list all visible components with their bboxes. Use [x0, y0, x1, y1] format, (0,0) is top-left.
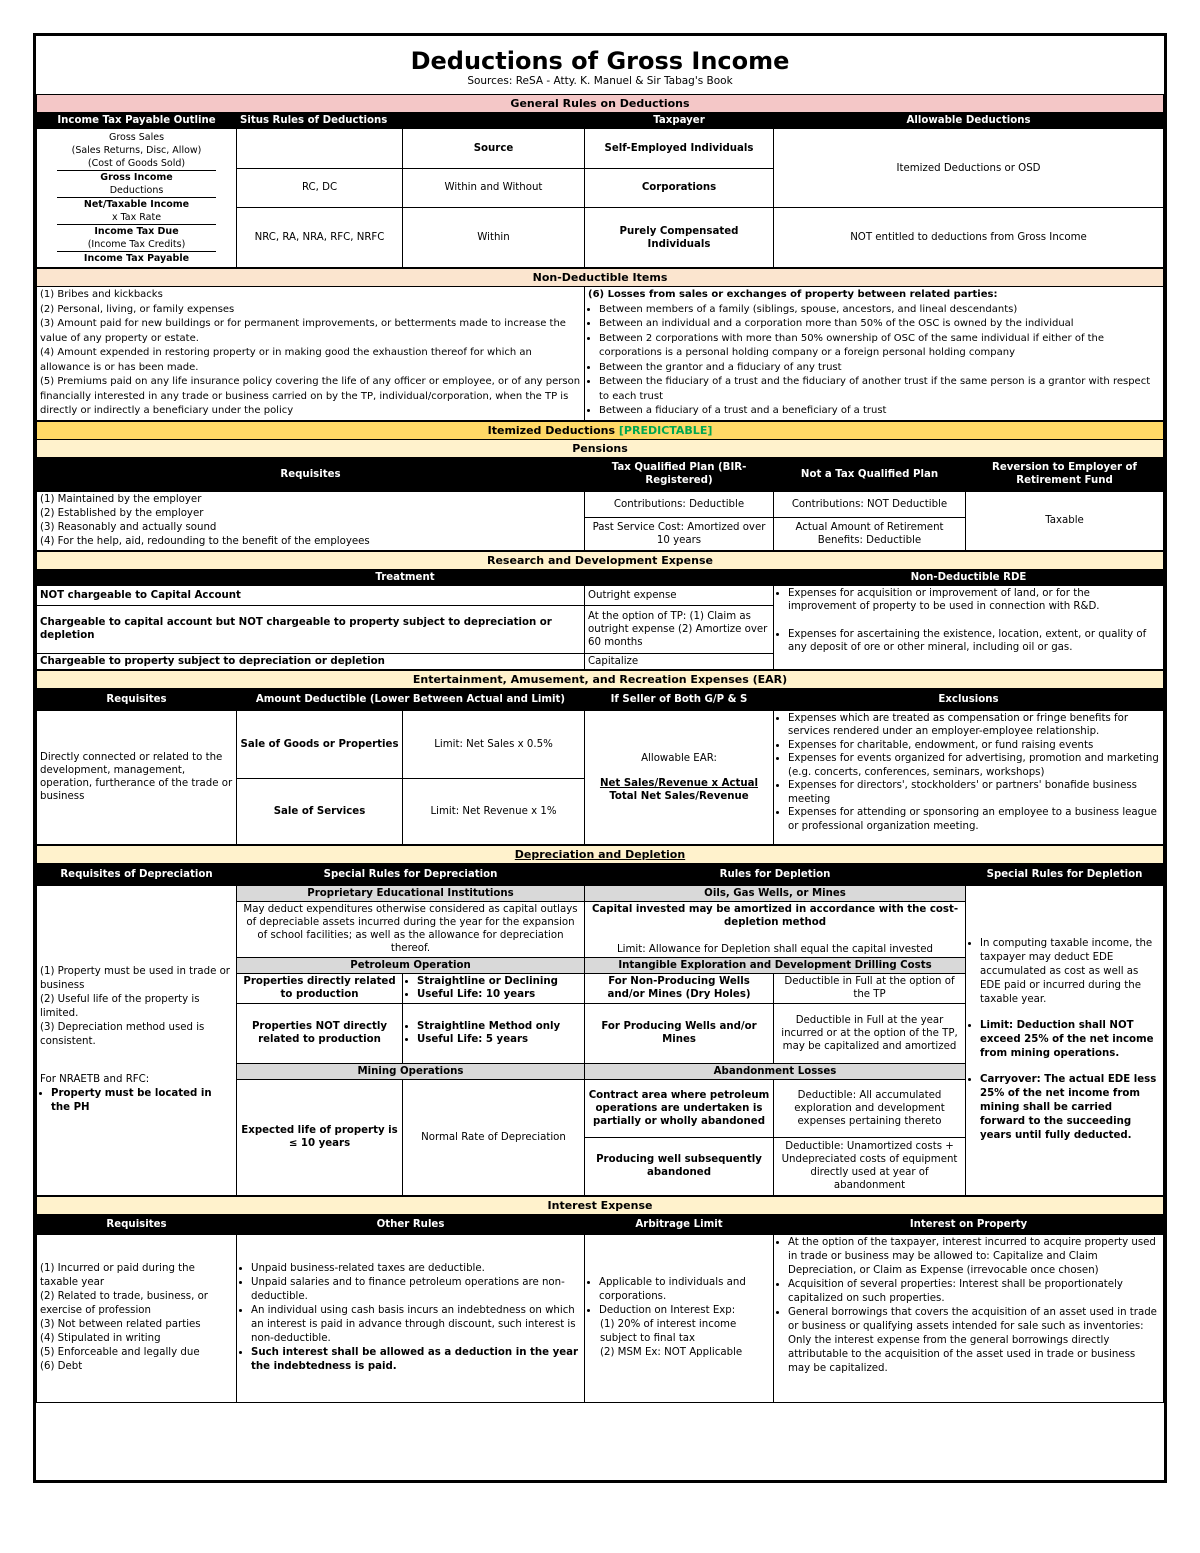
- special-depletion-item: • In computing taxable income, the taxpayer may deduct EDE accumulated as cost as well as EDE paid or incurred during the taxable year.: [980, 937, 1160, 1007]
- ear-exclusion: • Expenses for events organized for advertising, promotion and marketing (e.g. concerts, conferences, seminars, workshops): [788, 752, 1160, 779]
- ear-exclusion: • Expenses for charitable, endowment, or fund raising events: [788, 739, 1160, 753]
- non-deductible-left: [37, 287, 585, 421]
- qualified-contributions: Contributions: Deductible: [585, 491, 774, 517]
- nd-related-party: • Between members of a family (siblings, spouse, ancestors, and lineal descendants): [599, 303, 1160, 318]
- dep-requisites: [37, 885, 237, 1195]
- ear-requisite: Directly connected or related to the development, management, operation, furtherance of the trade or business: [37, 710, 237, 844]
- interest-other: • An individual using cash basis incurs an indebtedness on which an interest is paid in advance through discount, such interest is non-deductible.: [251, 1304, 581, 1346]
- rd-heading: Research and Development Expense: [37, 551, 1164, 569]
- rd-row-a: Chargeable to property subject to depreciation or depletion: [37, 653, 585, 669]
- pension-requisites: [37, 491, 585, 550]
- not-qualified-contributions: Contributions: NOT Deductible: [774, 491, 966, 517]
- interest-other-rules: [237, 1234, 585, 1402]
- ear-exclusion: • Expenses for directors', stockholders' or partners' bonafide business meeting: [788, 779, 1160, 806]
- ear-services: Sale of Services: [237, 778, 403, 844]
- dep-req: (1) Property must be used in trade or business: [40, 966, 230, 991]
- ear-both-denominator: Total Net Sales/Revenue: [609, 790, 749, 802]
- pension-col-requisites: Requisites: [37, 457, 585, 491]
- pensions-table: [36, 421, 1164, 551]
- mining-heading: Mining Operations: [237, 1063, 585, 1079]
- abandonment-heading: Abandonment Losses: [585, 1063, 966, 1079]
- interest-req: (3) Not between related parties: [40, 1319, 201, 1330]
- non-deductible-table: [36, 268, 1164, 421]
- interest-col-other: Other Rules: [237, 1214, 585, 1234]
- petro-heading: Petroleum Operation: [237, 957, 585, 973]
- situs-blank: [237, 129, 403, 169]
- ear-exclusion: • Expenses for attending or sponsoring an employee to a business league or professional organization meeting.: [788, 806, 1160, 833]
- allowable-not-entitled: NOT entitled to deductions from Gross Income: [774, 208, 1164, 268]
- pension-col-not-qualified: Not a Tax Qualified Plan: [774, 457, 966, 491]
- taxpayer-corporations: Corporations: [585, 168, 774, 208]
- idc-nonproducing: For Non-Producing Wells and/or Mines (Dry Holes): [585, 973, 774, 1003]
- document-sheet: [33, 33, 1167, 1483]
- rd-col-nondeductible: Non-Deductible RDE: [774, 569, 1164, 585]
- arbitrage-sub: (2) MSM Ex: NOT Applicable: [600, 1347, 743, 1358]
- col-outline: Income Tax Payable Outline: [37, 113, 237, 129]
- col-allowable: Allowable Deductions: [774, 113, 1164, 129]
- page-subtitle: Sources: ReSA - Atty. K. Manuel & Sir Tabag's Book: [467, 75, 733, 87]
- ear-table: [36, 670, 1164, 845]
- idc-nonproducing-rule: Deductible in Full at the option of the TP: [774, 973, 966, 1003]
- property-item: • General borrowings that covers the acquisition of an asset used in trade or business or qualifying assets intended for sale such as inventories: Only the interest expense from the general borrowings directly attributable to the acquisition of the asset used in trade or business may be capitalized.: [788, 1306, 1160, 1376]
- title-block: [36, 36, 1164, 94]
- special-depletion-item: • Limit: Deduction shall NOT exceed 25% of the net income from mining operations.: [980, 1019, 1160, 1061]
- arbitrage-sub: (1) 20% of interest income subject to final tax: [600, 1319, 737, 1344]
- ear-heading: Entertainment, Amusement, and Recreation Expenses (EAR): [37, 670, 1164, 688]
- dep-col-depletion: Rules for Depletion: [585, 863, 966, 885]
- interest-req: (1) Incurred or paid during the taxable year: [40, 1263, 195, 1288]
- rd-row-b: Capitalize: [585, 653, 774, 669]
- petro-direct: Properties directly related to production: [237, 973, 403, 1003]
- rd-col-treatment: Treatment: [37, 569, 774, 585]
- outline-line: Deductions: [109, 185, 164, 196]
- ear-col-amount: Amount Deductible (Lower Between Actual and Limit): [237, 688, 585, 710]
- outline-line: Income Tax Due: [57, 224, 216, 238]
- interest-col-arbitrage: Arbitrage Limit: [585, 1214, 774, 1234]
- petro-not-direct-rule: [403, 1003, 585, 1063]
- page-title: Deductions of Gross Income: [410, 47, 790, 75]
- nd-item: (3) Amount paid for new buildings or for permanent improvements, or betterments made to increase the value of any property or estate.: [40, 318, 566, 344]
- nd-item: (2) Personal, living, or family expenses: [40, 303, 235, 315]
- aband-contract-rule: Deductible: All accumulated exploration and development expenses pertaining thereto: [774, 1079, 966, 1137]
- outline-line: Net/Taxable Income: [57, 197, 216, 211]
- rd-nondeductible-list: [774, 585, 1164, 669]
- rd-table: [36, 551, 1164, 670]
- outline-line: (Income Tax Credits): [87, 239, 186, 250]
- rd-nd-item: • Expenses for ascertaining the existence, location, extent, or quality of any deposit of ore or other mineral, including oil or gas.: [788, 628, 1160, 655]
- general-rules-heading: General Rules on Deductions: [37, 95, 1164, 113]
- itemized-title: Itemized Deductions: [487, 423, 616, 437]
- pension-req: (3) Reasonably and actually sound: [40, 521, 217, 533]
- ear-exclusion: • Expenses which are treated as compensation or fringe benefits for services rendered under an employer-employee relationship.: [788, 712, 1160, 739]
- oils-method: Capital invested may be amortized in accordance with the cost-depletion method: [591, 903, 959, 928]
- ear-both: [585, 710, 774, 844]
- dep-col-special-depletion: Special Rules for Depletion: [966, 863, 1164, 885]
- depreciation-table: [36, 845, 1164, 1196]
- dep-col-requisites: Requisites of Depreciation: [37, 863, 237, 885]
- interest-other: • Such interest shall be allowed as a deduction in the year the indebtedness is paid.: [251, 1346, 581, 1374]
- idc-producing-rule: Deductible in Full at the year incurred or at the option of the TP, may be capitalized and amortized: [774, 1003, 966, 1063]
- nd-related-party: • Between an individual and a corporation more than 50% of the OSC is owned by the individual: [599, 317, 1160, 332]
- mining-normal-rate: Normal Rate of Depreciation: [403, 1079, 585, 1195]
- pensions-heading: Pensions: [37, 439, 1164, 457]
- pension-req: (4) For the help, aid, redounding to the benefit of the employees: [40, 535, 370, 547]
- special-depletion-item: • Carryover: The actual EDE less 25% of the net income from mining shall be carried forward to the succeeding years until fully deducted.: [980, 1073, 1160, 1143]
- situs-within-without: Within and Without: [403, 168, 585, 208]
- outline-line: x Tax Rate: [111, 212, 162, 223]
- dep-nra-rule: • Property must be located in the PH: [51, 1087, 233, 1115]
- taxpayer-compensated: Purely Compensated Individuals: [585, 208, 774, 268]
- situs-rc-dc: RC, DC: [237, 168, 403, 208]
- arbitrage-item: • Applicable to individuals and corporations.: [599, 1276, 770, 1304]
- special-depletion: [966, 885, 1164, 1195]
- dep-col-special: Special Rules for Depreciation: [237, 863, 585, 885]
- property-item: • At the option of the taxpayer, interest incurred to acquire property used in trade or business may be allowed to: Capitalize and Claim Depreciation, or Claim as Expense (irrevocable once chosen): [788, 1236, 1160, 1278]
- allowable-itemized-osd: Itemized Deductions or OSD: [774, 129, 1164, 208]
- situs-source-label: Source: [403, 129, 585, 169]
- ear-exclusions: [774, 710, 1164, 844]
- property-item: • Acquisition of several properties: Interest shall be proportionately capitalized on such properties.: [788, 1278, 1160, 1306]
- outline-line: (Sales Returns, Disc, Allow): [71, 145, 202, 156]
- qualified-past-service: Past Service Cost: Amortized over 10 years: [585, 517, 774, 550]
- col-taxpayer: Taxpayer: [585, 113, 774, 129]
- ear-both-numerator: Net Sales/Revenue x Actual: [599, 777, 759, 789]
- rd-row-a: NOT chargeable to Capital Account: [37, 585, 585, 605]
- reversion-taxable: Taxable: [966, 491, 1164, 550]
- ear-services-limit: Limit: Net Revenue x 1%: [403, 778, 585, 844]
- mining-expected-life: Expected life of property is ≤ 10 years: [237, 1079, 403, 1195]
- petro-rule: • Straightline Method only: [417, 1020, 581, 1033]
- interest-property: [774, 1234, 1164, 1402]
- pension-col-qualified: Tax Qualified Plan (BIR-Registered): [585, 457, 774, 491]
- interest-requisites: [37, 1234, 237, 1402]
- general-rules-table: [36, 94, 1164, 268]
- oils-text: [585, 901, 966, 957]
- idc-producing: For Producing Wells and/or Mines: [585, 1003, 774, 1063]
- arbitrage-item: • Deduction on Interest Exp:: [599, 1304, 770, 1318]
- aband-producing-well: Producing well subsequently abandoned: [585, 1137, 774, 1195]
- petro-direct-rule: [403, 973, 585, 1003]
- dep-req: (2) Useful life of the property is limited.: [40, 994, 200, 1019]
- pei-text: May deduct expenditures otherwise considered as capital outlays of depreciable assets incurred during the year for the expansion of school facilities; as well as the allowance for depreciation thereof.: [237, 901, 585, 957]
- col-situs: Situs Rules of Deductions: [237, 113, 585, 129]
- aband-contract-area: Contract area where petroleum operations are undertaken is partially or wholly abandoned: [585, 1079, 774, 1137]
- pension-req: (2) Established by the employer: [40, 507, 204, 519]
- taxpayer-self-employed: Self-Employed Individuals: [585, 129, 774, 169]
- ear-col-both: If Seller of Both G/P & S: [585, 688, 774, 710]
- ear-goods: Sale of Goods or Properties: [237, 710, 403, 778]
- not-qualified-benefits: Actual Amount of Retirement Benefits: Deductible: [774, 517, 966, 550]
- income-tax-outline: [37, 129, 237, 268]
- interest-req: (5) Enforceable and legally due: [40, 1347, 200, 1358]
- ear-col-exclusions: Exclusions: [774, 688, 1164, 710]
- dep-nra-title: For NRAETB and RFC:: [40, 1074, 150, 1085]
- nd-related-party: • Between 2 corporations with more than 50% ownership of OSC of the same individual if either of the corporations is a personal holding company or a foreign personal holding company: [599, 332, 1160, 361]
- nd-losses-title: (6) Losses from sales or exchanges of property between related parties:: [588, 289, 998, 300]
- interest-req: (2) Related to trade, business, or exercise of profession: [40, 1291, 208, 1316]
- rd-row-b: At the option of TP: (1) Claim as outright expense (2) Amortize over 60 months: [585, 605, 774, 653]
- ear-both-label: Allowable EAR:: [641, 752, 717, 764]
- aband-producing-rule: Deductible: Unamortized costs + Undepreciated costs of equipment directly used at year of abandonment: [774, 1137, 966, 1195]
- interest-other: • Unpaid salaries and to finance petroleum operations are non-deductible.: [251, 1276, 581, 1304]
- outline-line: Gross Income: [57, 170, 216, 184]
- non-deductible-heading: Non-Deductible Items: [37, 269, 1164, 287]
- rd-row-a: Chargeable to capital account but NOT chargeable to property subject to depreciation or depletion: [37, 605, 585, 653]
- itemized-heading: [37, 421, 1164, 439]
- pension-col-reversion: Reversion to Employer of Retirement Fund: [966, 457, 1164, 491]
- itemized-tag: [PREDICTABLE]: [618, 423, 713, 437]
- petro-rule: • Useful Life: 5 years: [417, 1033, 581, 1046]
- interest-other: • Unpaid business-related taxes are deductible.: [251, 1262, 581, 1276]
- nd-item: (1) Bribes and kickbacks: [40, 289, 163, 300]
- interest-req: (4) Stipulated in writing: [40, 1333, 161, 1344]
- situs-within: Within: [403, 208, 585, 268]
- petro-rule: • Useful Life: 10 years: [417, 988, 581, 1001]
- nd-related-party: • Between the fiduciary of a trust and the fiduciary of another trust if the same person is a grantor with respect to each trust: [599, 375, 1160, 404]
- interest-col-requisites: Requisites: [37, 1214, 237, 1234]
- oils-limit: Limit: Allowance for Depletion shall equal the capital invested: [616, 943, 934, 955]
- ear-col-requisites: Requisites: [37, 688, 237, 710]
- dep-req: (3) Depreciation method used is consistent.: [40, 1022, 205, 1047]
- outline-line: Income Tax Payable: [57, 251, 216, 265]
- interest-col-property: Interest on Property: [774, 1214, 1164, 1234]
- nd-related-party: • Between the grantor and a fiduciary of any trust: [599, 361, 1160, 376]
- non-deductible-right: [585, 287, 1164, 421]
- interest-table: [36, 1196, 1164, 1403]
- situs-nrc: NRC, RA, NRA, RFC, NRFC: [237, 208, 403, 268]
- pei-heading: Proprietary Educational Institutions: [237, 885, 585, 901]
- dep-heading: Depreciation and Depletion: [37, 845, 1164, 863]
- petro-not-direct: Properties NOT directly related to production: [237, 1003, 403, 1063]
- outline-line: Gross Sales: [108, 132, 165, 143]
- interest-req: (6) Debt: [40, 1361, 83, 1372]
- nd-item: (4) Amount expended in restoring property or in making good the exhaustion thereof for which an allowance is or has been made.: [40, 347, 532, 373]
- oils-heading: Oils, Gas Wells, or Mines: [585, 885, 966, 901]
- petro-rule: • Straightline or Declining: [417, 975, 581, 988]
- idc-heading: Intangible Exploration and Development Drilling Costs: [585, 957, 966, 973]
- rd-row-b: Outright expense: [585, 585, 774, 605]
- pension-req: (1) Maintained by the employer: [40, 493, 202, 505]
- nd-item: (5) Premiums paid on any life insurance policy covering the life of any officer or employee, or of any person financially interested in any trade or business carried on by the TP, individual/corporation, when the TP is directly or indirectly a beneficiary under the policy: [40, 376, 581, 416]
- rd-nd-item: • Expenses for acquisition or improvement of land, or for the improvement of property to be used in connection with R&D.: [788, 587, 1160, 614]
- outline-line: (Cost of Goods Sold): [87, 158, 186, 169]
- interest-heading: Interest Expense: [37, 1196, 1164, 1214]
- ear-goods-limit: Limit: Net Sales x 0.5%: [403, 710, 585, 778]
- interest-arbitrage: [585, 1234, 774, 1402]
- nd-related-party: • Between a fiduciary of a trust and a beneficiary of a trust: [599, 404, 1160, 419]
